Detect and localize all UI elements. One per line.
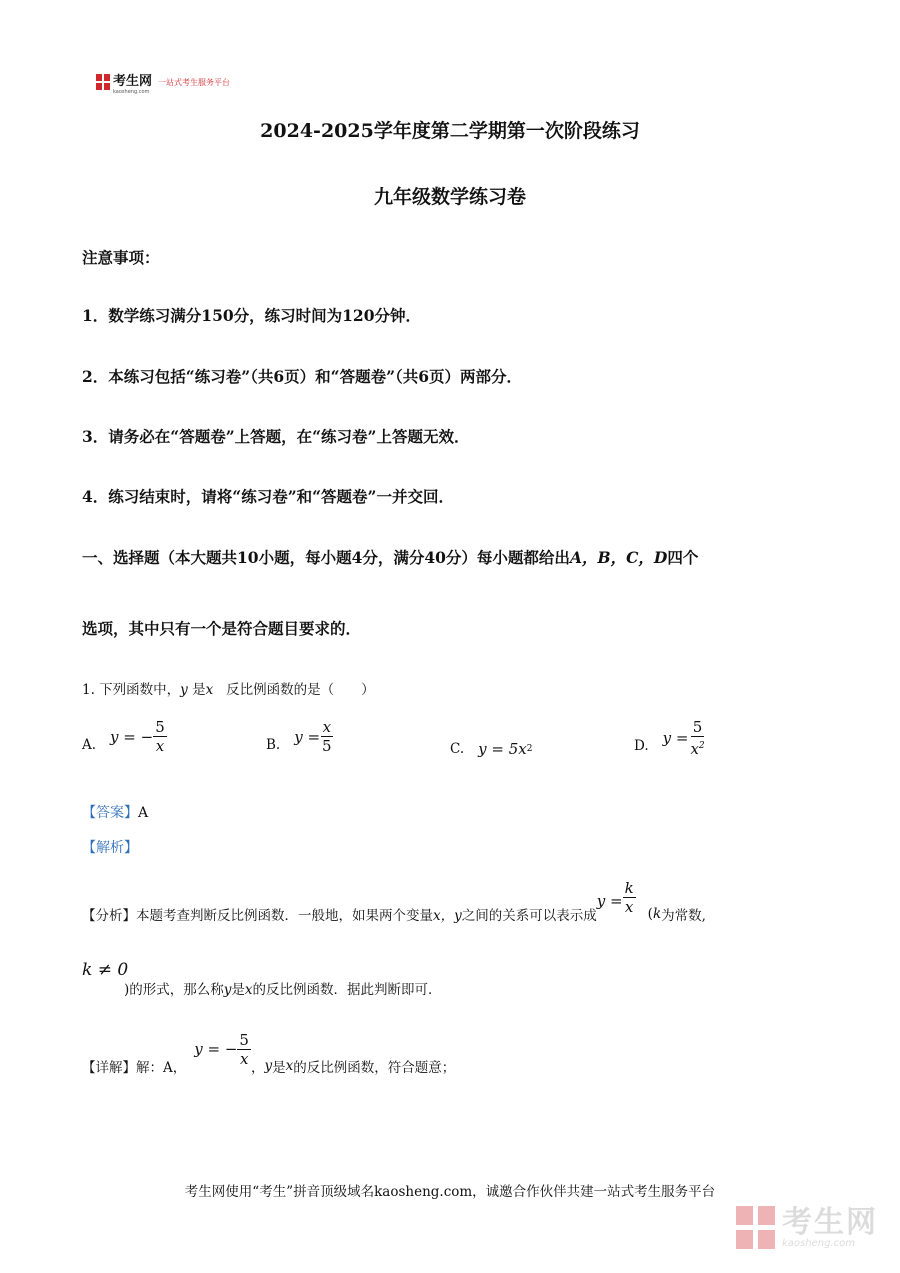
denominator: x (155, 737, 165, 755)
numerator: 5 (239, 1030, 249, 1049)
stem-text: 是 (192, 682, 206, 698)
option-b-lhs: y = (294, 727, 321, 746)
option-a (82, 718, 167, 755)
denominator: x (624, 897, 634, 916)
fenxi-line2 (124, 978, 442, 998)
var-y: y (180, 682, 188, 698)
detail-text: 是 (272, 1060, 286, 1076)
denominator: x (239, 1049, 249, 1068)
detail-text: 的反比例函数，符合题意； (293, 1060, 456, 1076)
detail-line (82, 1022, 455, 1076)
exam-title: 2024-2025学年度第二学期第一次阶段练习 (260, 120, 640, 142)
var-x: x (205, 682, 214, 698)
fenxi-tag: 【分析】 (82, 908, 136, 924)
fenxi-text: )的形式，那么称 (124, 982, 224, 998)
numerator: 5 (155, 718, 165, 736)
analysis-tag: 【解析】 (82, 840, 138, 856)
notice-item: 3．请务必在“答题卷”上答题，在“练习卷”上答题无效． (82, 427, 470, 446)
watermark-domain: kaosheng.com (782, 1237, 855, 1249)
section-text: 一、选择题（本大题共10小题，每小题4分，满分40分）每小题都给出 (82, 548, 570, 567)
logo-slogan: 一站式考生服务平台 (158, 77, 231, 87)
exam-subtitle: 九年级数学练习卷 (373, 186, 526, 208)
detail-lhs: y = − (194, 1040, 238, 1058)
fraction (623, 879, 636, 916)
detail-text: ， (250, 1060, 265, 1076)
kaosheng-logo-icon (96, 74, 110, 90)
option-c-expr: y = 5x (478, 740, 527, 758)
exponent: 2 (526, 744, 533, 754)
fenxi-text: 为常数, (661, 908, 706, 924)
notice-item: 4．练习结束时，请将“练习卷”和“答题卷”一并交回． (82, 487, 454, 506)
option-d-lhs: y = (662, 729, 689, 747)
answer-tag: 【答案】 (82, 805, 138, 821)
fenxi-lhs: y = (596, 892, 623, 910)
denominator (688, 737, 706, 758)
answer-line (82, 802, 148, 822)
fenxi-text: 之间的关系可以表示成 (461, 908, 597, 924)
watermark-logo-icon (736, 1206, 776, 1250)
option-label: C. (450, 741, 465, 757)
option-label: A. (82, 736, 97, 753)
watermark (736, 1206, 878, 1250)
fenxi-text: 的反比例函数．据此判断即可． (252, 982, 442, 998)
fenxi-text: 本题考查判断反比例函数．一般地，如果两个变量 (136, 908, 433, 924)
watermark-name: 考生网 (782, 1204, 878, 1240)
option-a-lhs: y = − (110, 727, 154, 746)
numerator: x (322, 718, 332, 736)
var-y: y (264, 1058, 273, 1074)
answer-value: A (138, 805, 149, 821)
exponent: 2 (698, 741, 705, 751)
detail-tag: 【详解】 (82, 1060, 136, 1076)
fraction (688, 718, 706, 758)
denominator: 5 (322, 737, 332, 755)
section-heading-line2: 选项，其中只有一个是符合题目要求的． (82, 619, 362, 638)
question-stem (82, 678, 375, 698)
notice-item: 1．数学练习满分150分，练习时间为120分钟． (82, 306, 421, 325)
notice-heading: 注意事项： (82, 248, 160, 267)
detail-text: 解：A， (136, 1060, 187, 1076)
logo-domain: kaosheng.com (113, 88, 150, 95)
stem-text: 1. 下列函数中， (82, 682, 181, 698)
fraction (320, 718, 334, 755)
option-label: D. (634, 738, 649, 754)
fraction (153, 718, 167, 755)
option-d (634, 718, 707, 758)
footer-text: 考生网使用“考生”拼音顶级域名kaosheng.com，诚邀合作伙伴共建一站式考生服务平台 (184, 1184, 716, 1200)
logo-text (113, 70, 152, 95)
notice-item: 2．本练习包括“练习卷”（共6页）和“答题卷”（共6页）两部分． (82, 367, 523, 386)
numerator: k (624, 878, 634, 897)
section-heading (82, 546, 698, 568)
logo-name: 考生网 (113, 73, 153, 89)
paren: ( (647, 906, 653, 922)
stem-text: 反比例函数的是（ ） (226, 682, 375, 698)
fenxi-line (82, 870, 862, 924)
numerator: 5 (692, 718, 703, 736)
var-x: x (285, 1058, 294, 1074)
watermark-text (782, 1204, 878, 1249)
section-letters: A，B，C，D (569, 548, 668, 567)
option-label: B. (266, 736, 281, 753)
option-b (266, 718, 334, 755)
var-k: k (652, 906, 662, 922)
option-c (450, 740, 532, 758)
var-y: y (223, 982, 232, 998)
header-logo (96, 72, 296, 95)
var-x: x (244, 982, 253, 998)
vars-xy: x，y (433, 908, 462, 924)
fenxi-text: 是 (231, 982, 245, 998)
fraction (237, 1031, 251, 1068)
section-text: 四个 (667, 548, 699, 567)
condition-k: k ≠ 0 (82, 960, 129, 980)
denominator-base: x (690, 740, 699, 758)
